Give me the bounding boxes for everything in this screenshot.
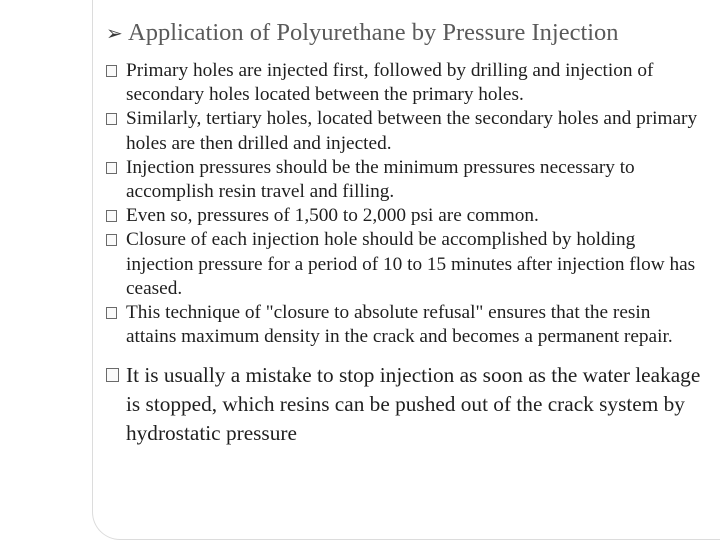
bullet-text: This technique of "closure to absolute refusal" ensures that the resin attains maximum density in the crack and becomes a permanent repair. [126,302,673,348]
list-item [106,59,704,107]
slide-content [106,14,704,448]
list-item [106,204,704,228]
bullet-text: Similarly, tertiary holes, located between the secondary holes and primary holes are then drilled and injected. [126,108,698,154]
checkbox-icon [106,162,117,174]
bullet-text: Even so, pressures of 1,500 to 2,000 psi are common. [126,205,539,227]
checkbox-icon [106,65,117,77]
list-item [106,228,704,301]
bullet-text: It is usually a mistake to stop injection as soon as the water leakage is stopped, which resins can be pushed out of the crack system by hydrostatic pressure [126,363,701,446]
bullet-text: Closure of each injection hole should be accomplished by holding injection pressure for a period of 10 to 15 minutes after injection flow has ceased. [126,229,696,299]
list-item [106,156,704,204]
checkbox-icon [106,113,117,125]
list-item [106,301,704,349]
checkbox-icon [106,210,117,222]
slide-title-row [106,14,704,53]
bullet-text: Injection pressures should be the minimum pressures necessary to accomplish resin travel and filling. [126,156,635,203]
slide-title: Application of Polyurethane by Pressure Injection [128,19,619,46]
arrow-bullet-icon: ➢ [106,23,123,45]
list-item [106,107,704,155]
list-item [106,361,704,447]
bullet-list [106,59,704,448]
checkbox-icon [106,307,117,319]
bullet-text: Primary holes are injected first, followed by drilling and injection of secondary holes located between the primary holes. [126,60,654,106]
checkbox-icon [106,368,119,382]
checkbox-icon [106,234,117,246]
